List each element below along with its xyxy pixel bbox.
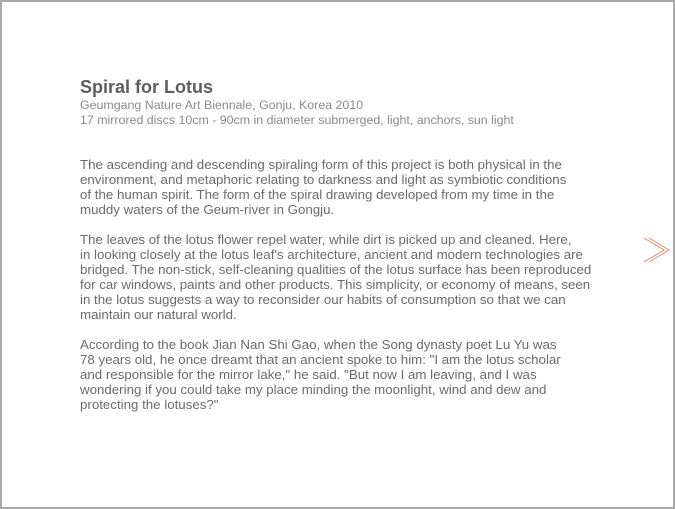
text-line: and responsible for the mirror lake," he said. "But now I am leaving, and I was: [80, 367, 537, 382]
text-line: muddy waters of the Geum-river in Gongju.: [80, 202, 335, 217]
next-page-button[interactable]: [642, 234, 670, 266]
paragraph: [80, 337, 620, 412]
text-line: According to the book Jian Nan Shi Gao, when the Song dynasty poet Lu Yu was: [80, 337, 557, 352]
text-line: wondering if you could take my place minding the moonlight, wind and dew and: [80, 382, 547, 397]
materials-info: 17 mirrored discs 10cm - 90cm in diameter submerged, light, anchors, sun light: [80, 113, 514, 127]
text-line: The ascending and descending spiraling form of this project is both physical in the: [80, 157, 562, 172]
article-body: [80, 157, 620, 412]
text-line: maintain our natural world.: [80, 307, 237, 322]
article: [80, 77, 620, 427]
page-title: Spiral for Lotus: [80, 77, 214, 97]
paragraph: [80, 157, 620, 217]
text-line: in looking closely at the lotus leaf's architecture, ancient and modern technologies are: [80, 247, 583, 262]
text-line: 78 years old, he once dreamt that an ancient spoke to him: "I am the lotus scholar: [80, 352, 561, 367]
text-line: for car windows, paints and other products. This simplicity, or economy of means, seen: [80, 277, 591, 292]
text-line: protecting the lotuses?": [80, 397, 219, 412]
double-chevron-right-icon: [642, 234, 670, 266]
text-line: of the human spirit. The form of the spiral drawing developed from my time in the: [80, 187, 555, 202]
text-line: environment, and metaphoric relating to darkness and light as symbiotic conditions: [80, 172, 567, 187]
exhibition-info: Geumgang Nature Art Biennale, Gonju, Korea 2010: [80, 98, 364, 112]
text-line: The leaves of the lotus flower repel water, while dirt is picked up and cleaned. Here,: [80, 232, 572, 247]
text-line: bridged. The non-stick, self-cleaning qualities of the lotus surface has been reproduced: [80, 262, 592, 277]
paragraph: [80, 232, 620, 322]
text-line: in the lotus suggests a way to reconsider our habits of consumption so that we can: [80, 292, 566, 307]
